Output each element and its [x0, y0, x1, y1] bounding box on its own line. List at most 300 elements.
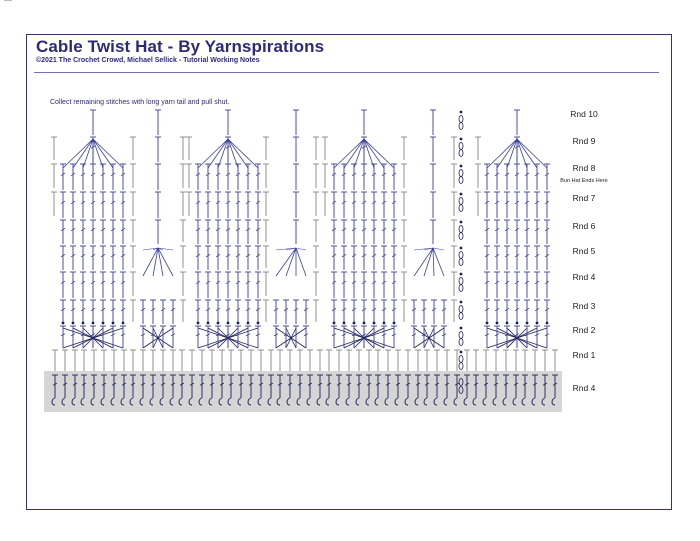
panel-dc [255, 272, 261, 298]
panel-dc [514, 246, 520, 270]
panel-dc [381, 300, 387, 324]
flank-hdc [130, 137, 136, 160]
rnd1-stitch [483, 350, 489, 371]
panel-dc [494, 246, 500, 270]
panel-dc [494, 164, 500, 190]
panel-dc [524, 164, 530, 190]
turning-chain [459, 233, 463, 240]
rnd1-stitch [522, 350, 528, 371]
panel-dc [391, 164, 397, 190]
rnd1-stitch [366, 350, 372, 371]
side-hdc [322, 192, 328, 216]
rnd1-stitch [268, 350, 274, 371]
panel-dc [494, 300, 500, 324]
panel-dc [235, 326, 241, 348]
panel-dc [235, 192, 241, 218]
panel-dc [215, 220, 221, 244]
rnd-join [383, 322, 386, 325]
side-hdc [51, 192, 57, 216]
flank-hdc [313, 246, 319, 268]
panel-dc [110, 192, 116, 218]
panel-dc [100, 220, 106, 244]
rnd1-stitch [121, 350, 127, 371]
panel-dc [245, 164, 251, 190]
round-label: Rnd 7 [572, 193, 596, 203]
turning-chain [459, 339, 463, 346]
panel-dc [195, 192, 201, 218]
panel-dc [534, 300, 540, 324]
narrow-dc [150, 326, 156, 348]
flank-hdc [130, 300, 136, 322]
flank-hdc [313, 300, 319, 322]
rnd1-stitch [493, 350, 499, 371]
flank-hdc [313, 272, 319, 296]
panel-dc [484, 220, 490, 244]
panel-dc [504, 192, 510, 218]
panel-dc [225, 246, 231, 270]
flank-hdc [180, 300, 186, 322]
flank-hdc [451, 246, 457, 268]
rnd-join [516, 322, 519, 325]
rnd1-stitch [91, 350, 97, 371]
panel-dc [235, 164, 241, 190]
panel-dc [80, 272, 86, 298]
panel-dc [524, 192, 530, 218]
panel-dc [60, 246, 66, 270]
side-hdc [186, 137, 192, 160]
rnd-join [82, 322, 85, 325]
panel-dc [245, 246, 251, 270]
panel-dc [245, 300, 251, 324]
panel-dc [70, 272, 76, 298]
panel-dc [60, 192, 66, 218]
side-hdc [322, 137, 328, 160]
rnd1-stitch [473, 350, 479, 371]
rnd1-stitch [317, 350, 323, 371]
panel-dc [371, 300, 377, 324]
panel-dc [70, 220, 76, 244]
flank-hdc [401, 300, 407, 322]
panel-dc [255, 246, 261, 270]
narrow-dc [293, 326, 299, 348]
panel-dc [484, 246, 490, 270]
narrow-dc [431, 326, 437, 348]
panel-dc [361, 220, 367, 244]
turning-chain [459, 363, 463, 370]
flank-hdc [451, 272, 457, 296]
panel-dc [361, 246, 367, 270]
rnd-join [343, 322, 346, 325]
panel-dc [534, 192, 540, 218]
panel-dc [331, 246, 337, 270]
panel-dc [120, 164, 126, 190]
panel-dc [504, 246, 510, 270]
rnd-join [536, 322, 539, 325]
chart-title: Cable Twist Hat - By Yarnspirations [36, 37, 325, 56]
flank-hdc [180, 220, 186, 242]
turning-chain [459, 332, 463, 339]
panel-dc [60, 326, 66, 348]
rnd1-stitch [170, 350, 176, 371]
flank-hdc [180, 164, 186, 188]
narrow-dc [283, 300, 289, 324]
flank-hdc [263, 220, 269, 242]
rnd-join [373, 322, 376, 325]
panel-dc [391, 220, 397, 244]
panel-dc [504, 164, 510, 190]
flank-hdc [263, 137, 269, 160]
panel-dc [100, 272, 106, 298]
flank-hdc [313, 164, 319, 188]
panel-dc [100, 300, 106, 324]
panel-dc [205, 272, 211, 298]
flank-hdc [263, 272, 269, 296]
turning-chain [459, 116, 463, 123]
panel-dc [80, 164, 86, 190]
rnd1-stitch [326, 350, 332, 371]
side-hdc [51, 164, 57, 188]
slip-stitch [460, 351, 463, 354]
panel-dc [100, 246, 106, 270]
panel-dc [100, 192, 106, 218]
panel-dc [100, 326, 106, 348]
panel-dc [381, 164, 387, 190]
rnd-join [546, 322, 549, 325]
panel-dc [494, 272, 500, 298]
flank-hdc [263, 246, 269, 268]
rnd1-stitch [346, 350, 352, 371]
panel-dc [195, 164, 201, 190]
panel-dc [484, 272, 490, 298]
narrow-dc [293, 300, 299, 324]
rnd1-stitch [395, 350, 401, 371]
flank-hdc [263, 164, 269, 188]
panel-dc [504, 272, 510, 298]
round-label: Rnd 4 [572, 272, 596, 282]
panel-dc [255, 220, 261, 244]
panel-dc [90, 300, 96, 324]
panel-dc [371, 192, 377, 218]
rnd1-stitch [415, 350, 421, 371]
panel-dc [80, 220, 86, 244]
panel-dc [484, 300, 490, 324]
panel-dc [514, 220, 520, 244]
rnd1-stitch [464, 350, 470, 371]
panel-dc [361, 272, 367, 298]
turning-chain [459, 356, 463, 363]
panel-dc [70, 300, 76, 324]
panel-dc [534, 220, 540, 244]
panel-dc [391, 272, 397, 298]
flank-hdc [180, 137, 186, 160]
flank-hdc [130, 192, 136, 216]
narrow-dc [441, 300, 447, 324]
rnd-join [72, 322, 75, 325]
panel-dc [70, 164, 76, 190]
panel-dc [195, 272, 201, 298]
panel-dc [524, 220, 530, 244]
round-label: Rnd 1 [572, 350, 596, 360]
panel-dc [60, 164, 66, 190]
instruction-text: Collect remaining stitches with long yarn tail and pull shut. [50, 99, 230, 106]
stitch-symbols [4, 0, 558, 405]
panel-dc [544, 246, 550, 270]
panel-dc [110, 300, 116, 324]
turning-chain [459, 205, 463, 212]
panel-dc [215, 192, 221, 218]
flank-hdc [401, 164, 407, 188]
turning-chain [459, 143, 463, 150]
rnd1-stitch [307, 350, 313, 371]
panel-dc [484, 164, 490, 190]
side-hdc [186, 164, 192, 188]
round-label: Rnd 8 [572, 163, 596, 173]
round-label: Rnd 3 [572, 301, 596, 311]
rnd1-stitch [160, 350, 166, 371]
rnd1-stitch [228, 350, 234, 371]
panel-dc [120, 300, 126, 324]
flank-hdc [130, 246, 136, 268]
rnd1-stitch [238, 350, 244, 371]
panel-dc [235, 220, 241, 244]
panel-dc [205, 300, 211, 324]
panel-dc [215, 246, 221, 270]
rnd1-stitch [405, 350, 411, 371]
panel-dc [351, 300, 357, 324]
rnd1-stitch [385, 350, 391, 371]
flank-hdc [130, 220, 136, 242]
panel-dc [245, 220, 251, 244]
panel-dc [215, 326, 221, 348]
panel-dc [205, 192, 211, 218]
rnd-join [333, 322, 336, 325]
flank-hdc [263, 192, 269, 216]
rnd1-stitch [62, 350, 68, 371]
panel-dc [341, 220, 347, 244]
panel-dc [80, 192, 86, 218]
rnd1-stitch [209, 350, 215, 371]
panel-dc [215, 164, 221, 190]
flank-hdc [130, 272, 136, 296]
panel-dc [391, 246, 397, 270]
rnd1-stitch [72, 350, 78, 371]
rnd1-stitch [277, 350, 283, 371]
flank-hdc [313, 192, 319, 216]
flank-hdc [401, 220, 407, 242]
turning-chain [459, 313, 463, 320]
panel-dc [544, 272, 550, 298]
panel-dc [120, 272, 126, 298]
rnd-join [122, 322, 125, 325]
panel-dc [391, 326, 397, 348]
rnd-join [247, 322, 250, 325]
panel-dc [235, 246, 241, 270]
panel-dc [391, 300, 397, 324]
panel-dc [110, 220, 116, 244]
panel-dc [514, 300, 520, 324]
panel-dc [245, 192, 251, 218]
flank-hdc [401, 192, 407, 216]
turning-chain [459, 170, 463, 177]
panel-dc [514, 192, 520, 218]
panel-dc [544, 300, 550, 324]
turning-chain [459, 252, 463, 259]
panel-dc [70, 246, 76, 270]
panel-dc [351, 220, 357, 244]
round-labels [570, 109, 598, 393]
panel-dc [60, 220, 66, 244]
panel-dc [504, 326, 510, 348]
panel-dc [225, 272, 231, 298]
panel-dc [524, 326, 530, 348]
flank-hdc [451, 164, 457, 188]
rnd-join [92, 322, 95, 325]
panel-dc [504, 300, 510, 324]
rnd-join [363, 322, 366, 325]
panel-dc [195, 220, 201, 244]
flank-hdc [451, 137, 457, 160]
bun-hat-note: Bun Hat Ends Here [560, 178, 608, 184]
flank-hdc [130, 164, 136, 188]
panel-dc [371, 164, 377, 190]
panel-dc [90, 272, 96, 298]
rnd-join [353, 322, 356, 325]
slip-stitch [460, 138, 463, 141]
panel-dc [381, 220, 387, 244]
slip-stitch [460, 327, 463, 330]
panel-dc [341, 164, 347, 190]
panel-dc [381, 272, 387, 298]
panel-dc [235, 300, 241, 324]
panel-dc [351, 192, 357, 218]
panel-dc [544, 192, 550, 218]
panel-dc [371, 326, 377, 348]
panel-dc [331, 164, 337, 190]
panel-dc [361, 192, 367, 218]
rnd1-stitch [552, 350, 558, 371]
flank-hdc [180, 192, 186, 216]
rnd1-stitch [101, 350, 107, 371]
narrow-dc [431, 300, 437, 324]
flank-hdc [401, 246, 407, 268]
panel-dc [351, 246, 357, 270]
round-label: Rnd 6 [572, 221, 596, 231]
narrow-dc [283, 326, 289, 348]
rnd1-stitch [81, 350, 87, 371]
panel-dc [120, 326, 126, 348]
panel-dc [534, 272, 540, 298]
rnd-join [197, 322, 200, 325]
rnd-join [227, 322, 230, 325]
rnd1-stitch [199, 350, 205, 371]
panel-dc [544, 164, 550, 190]
rnd1-stitch [356, 350, 362, 371]
panel-dc [80, 246, 86, 270]
panel-dc [110, 164, 116, 190]
slip-stitch [460, 301, 463, 304]
rnd1-stitch [336, 350, 342, 371]
narrow-dc [421, 326, 427, 348]
panel-dc [351, 164, 357, 190]
panel-dc [80, 300, 86, 324]
turning-chain [459, 285, 463, 292]
rnd1-stitch [375, 350, 381, 371]
rnd1-stitch [287, 350, 293, 371]
slip-stitch [460, 165, 463, 168]
rnd1-stitch [219, 350, 225, 371]
chart-subtitle: ©2021 The Crochet Crowd, Michael Sellick - Tutorial Working Notes [36, 57, 260, 64]
panel-dc [371, 272, 377, 298]
flank-hdc [401, 272, 407, 296]
round-label: Rnd 5 [572, 246, 596, 256]
rnd1-stitch [130, 350, 136, 371]
panel-dc [60, 300, 66, 324]
panel-dc [544, 220, 550, 244]
side-hdc [475, 192, 481, 216]
panel-dc [225, 192, 231, 218]
side-hdc [322, 164, 328, 188]
panel-dc [371, 220, 377, 244]
panel-dc [215, 272, 221, 298]
turning-chain [459, 123, 463, 130]
turning-chain [459, 226, 463, 233]
rnd-join [506, 322, 509, 325]
panel-dc [195, 300, 201, 324]
panel-dc [90, 246, 96, 270]
side-hdc [51, 137, 57, 160]
panel-dc [514, 272, 520, 298]
panel-dc [195, 246, 201, 270]
flank-hdc [451, 192, 457, 216]
rnd-join [217, 322, 220, 325]
panel-dc [514, 164, 520, 190]
slip-stitch [460, 247, 463, 250]
narrow-dc [160, 326, 166, 348]
panel-dc [524, 272, 530, 298]
rnd1-stitch [111, 350, 117, 371]
panel-dc [331, 326, 337, 348]
panel-dc [120, 246, 126, 270]
panel-dc [351, 272, 357, 298]
rnd-join [102, 322, 105, 325]
panel-dc [341, 192, 347, 218]
panel-dc [381, 246, 387, 270]
panel-dc [255, 326, 261, 348]
panel-dc [341, 300, 347, 324]
rnd1-stitch [532, 350, 538, 371]
narrow-dc [411, 300, 417, 324]
turning-chain [459, 198, 463, 205]
rnd1-stitch [444, 350, 450, 371]
panel-dc [331, 272, 337, 298]
rnd1-stitch [542, 350, 548, 371]
turning-chain [459, 278, 463, 285]
flank-hdc [451, 220, 457, 242]
panel-dc [110, 246, 116, 270]
panel-dc [90, 164, 96, 190]
flank-hdc [180, 272, 186, 296]
panel-dc [235, 272, 241, 298]
rnd-join [62, 322, 65, 325]
round-label: Rnd 2 [572, 325, 596, 335]
panel-dc [70, 192, 76, 218]
panel-dc [544, 326, 550, 348]
panel-dc [255, 164, 261, 190]
panel-dc [245, 272, 251, 298]
panel-dc [361, 300, 367, 324]
slip-stitch [460, 111, 463, 114]
flank-hdc [263, 300, 269, 322]
